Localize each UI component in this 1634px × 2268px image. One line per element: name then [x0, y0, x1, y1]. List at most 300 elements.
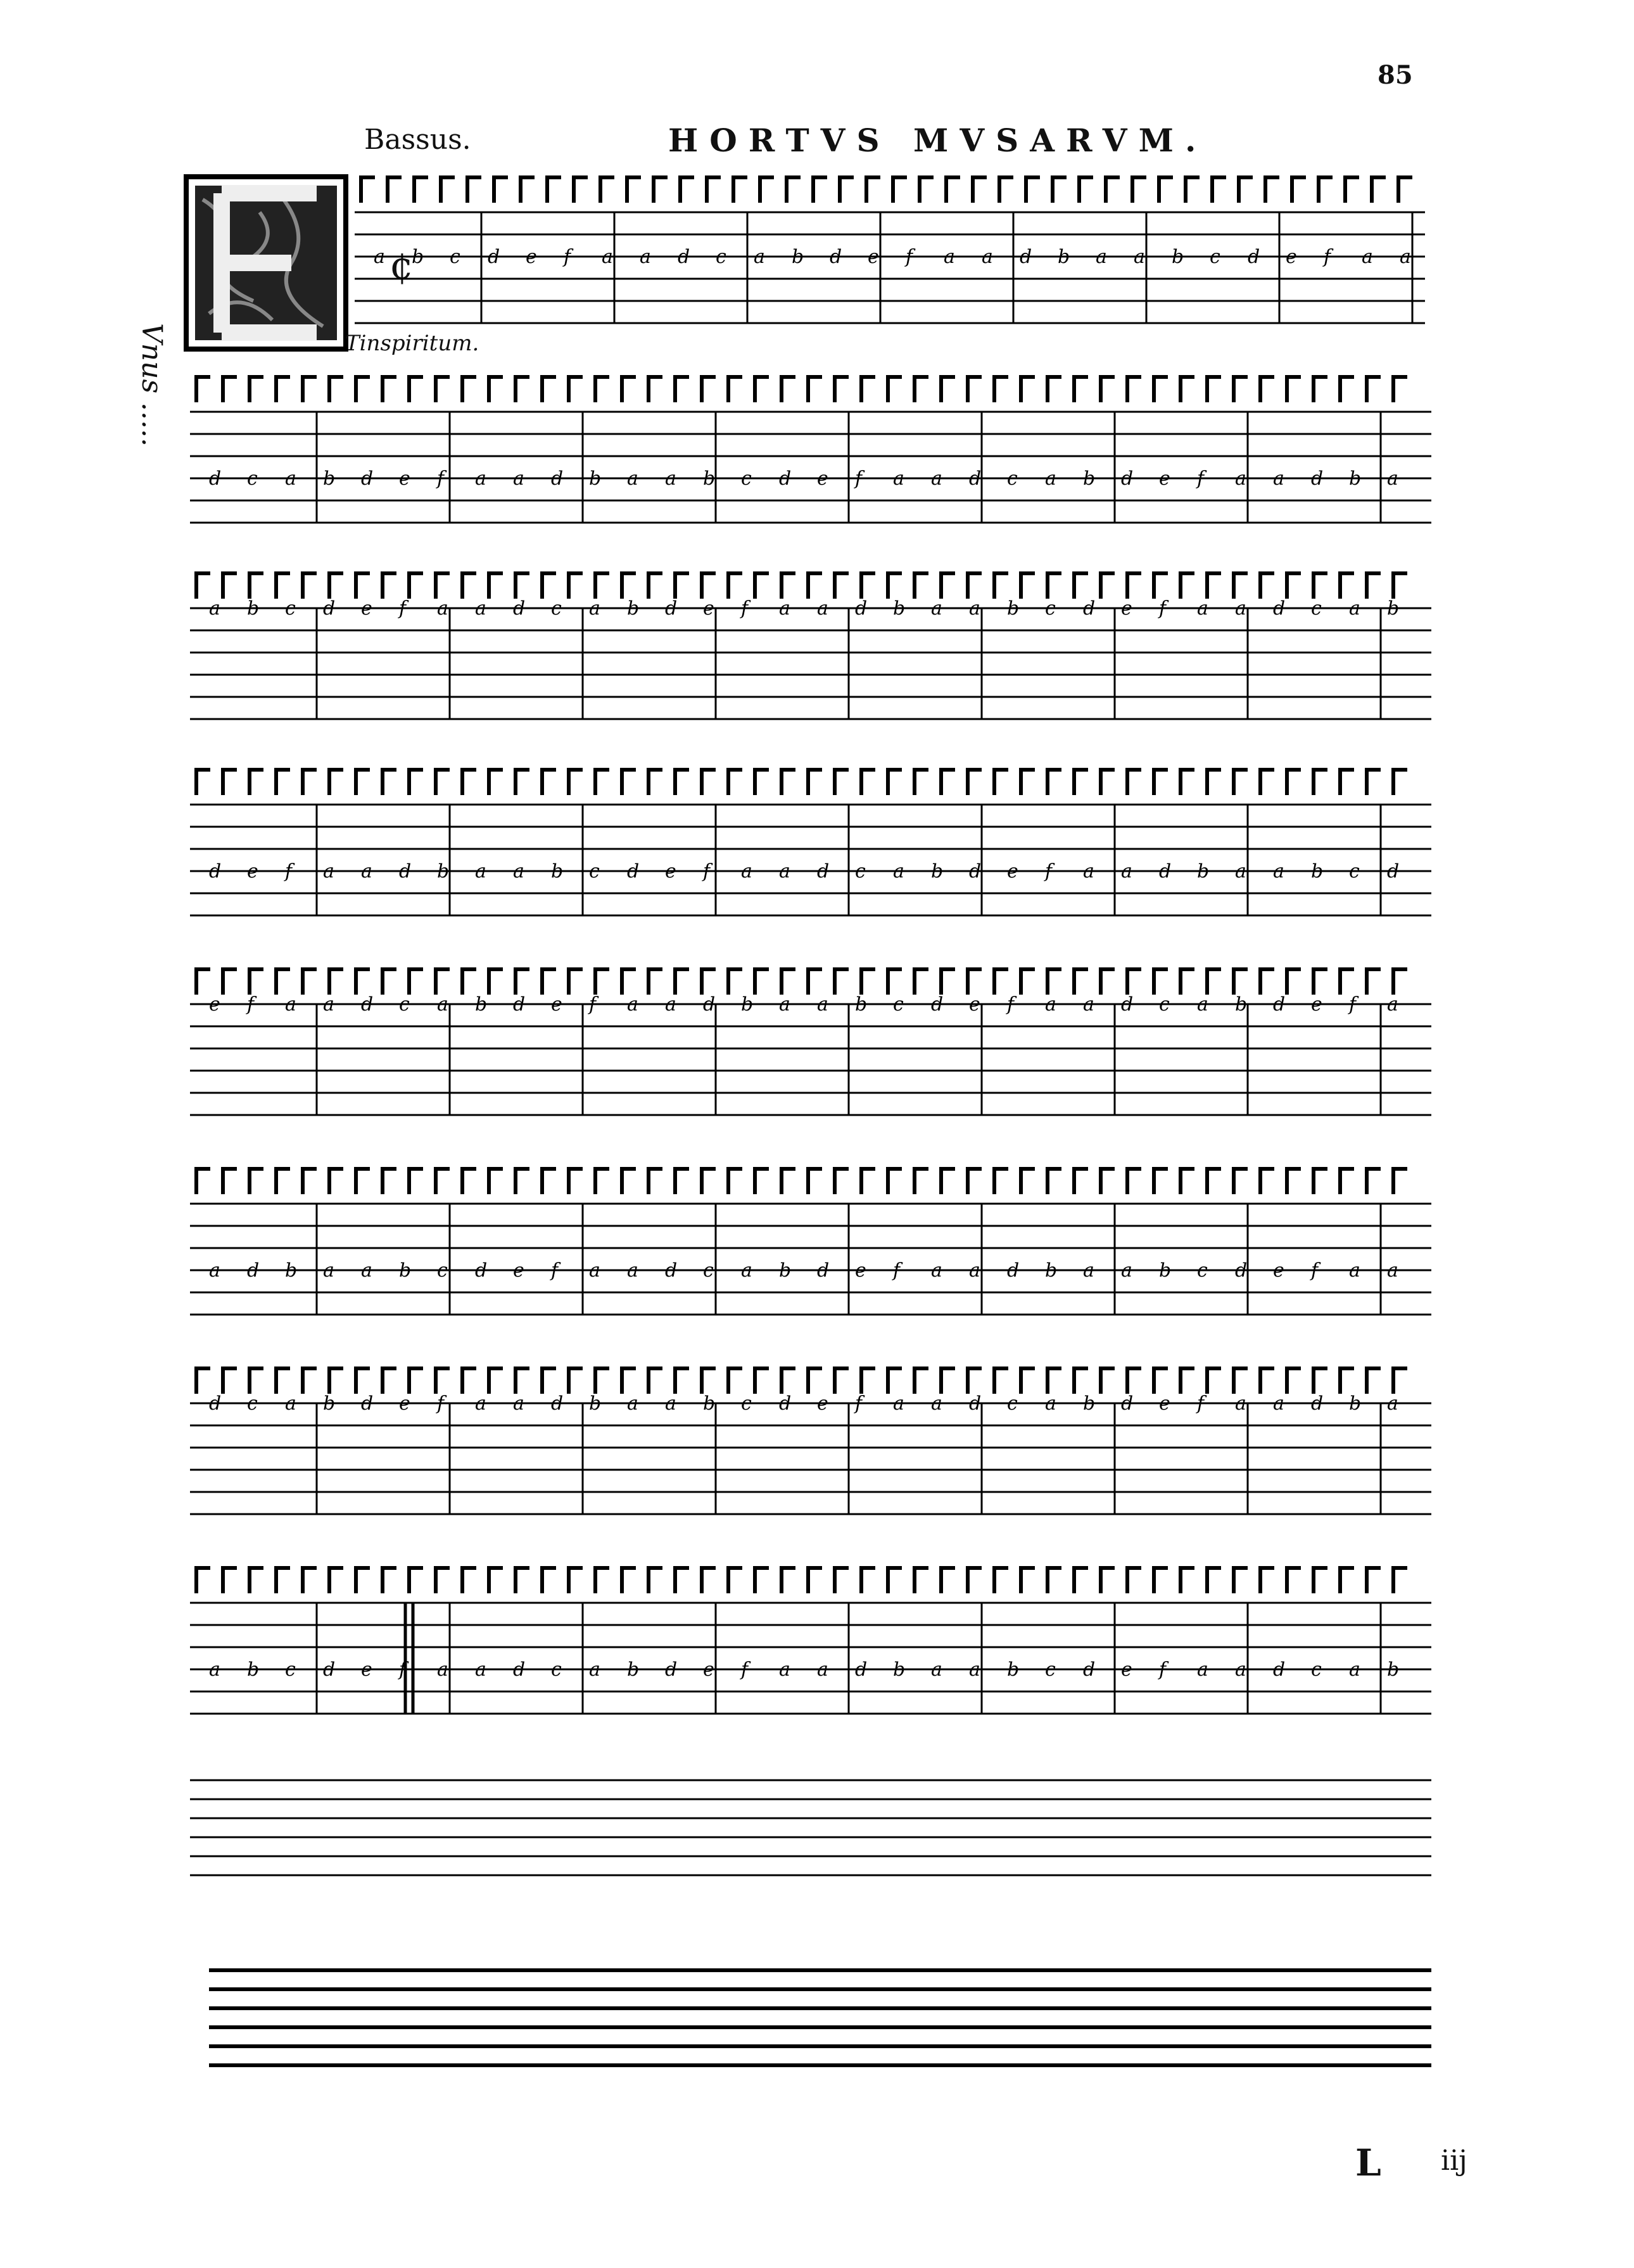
rhythm-flag: [1340, 1169, 1354, 1194]
rhythm-flag: [808, 1368, 822, 1394]
tab-letter: a: [627, 468, 638, 490]
tab-letter: f: [855, 468, 863, 490]
rhythm-flag: [1287, 1368, 1301, 1394]
tab-letter: a: [931, 1659, 942, 1681]
rhythm-flag: [649, 377, 662, 402]
rhythm-flag: [1207, 1568, 1221, 1593]
rhythm-flag: [1367, 1368, 1381, 1394]
rhythm-flag: [1234, 1568, 1248, 1593]
rhythm-flag: [356, 1368, 370, 1394]
rhythm-flag: [755, 1169, 769, 1194]
rhythm-flag: [915, 1169, 928, 1194]
rhythm-flag: [968, 969, 982, 995]
rhythm-flag: [861, 573, 875, 599]
signature-mark: L: [1355, 2141, 1381, 2184]
voice-label: Bassus.: [364, 124, 471, 156]
rhythm-flag: [542, 1368, 556, 1394]
rhythm-flag: [516, 1169, 529, 1194]
tab-letter: e: [1121, 1659, 1132, 1681]
rhythm-flag: [1181, 969, 1194, 995]
rhythm-flag: [994, 1169, 1008, 1194]
tab-letter: d: [855, 597, 868, 620]
rhythm-flag: [276, 969, 290, 995]
rhythm-flag: [196, 1169, 210, 1194]
rhythm-flag: [941, 573, 955, 599]
tab-letter: a: [209, 1659, 220, 1681]
rhythm-flag: [1074, 1568, 1088, 1593]
rhythm-flag: [808, 573, 822, 599]
rhythm-flag: [489, 1368, 503, 1394]
tab-letter: b: [1387, 1659, 1400, 1681]
tab-letter: e: [209, 993, 220, 1016]
rhythm-flag: [1260, 770, 1274, 795]
rhythm-flag: [760, 177, 774, 203]
tab-letter: b: [1349, 468, 1362, 490]
rhythm-flag: [1234, 573, 1248, 599]
tab-letter: d: [1007, 1259, 1020, 1282]
tab-letter: f: [1311, 1259, 1319, 1282]
rhythm-flag: [622, 1169, 636, 1194]
rhythm-flag: [1314, 573, 1327, 599]
rhythm-flag: [1340, 573, 1354, 599]
tab-letter: c: [285, 1659, 296, 1681]
tab-letter: a: [779, 860, 790, 882]
rhythm-flag: [223, 377, 237, 402]
rhythm-flag: [1207, 969, 1221, 995]
rhythm-flag: [1340, 770, 1354, 795]
rhythm-flag: [707, 177, 721, 203]
rhythm-flag: [920, 177, 934, 203]
rhythm-flag: [702, 1568, 716, 1593]
rhythm-flag: [1367, 969, 1381, 995]
rhythm-flag: [542, 1169, 556, 1194]
tab-letter: a: [475, 860, 486, 882]
rhythm-flag: [462, 969, 476, 995]
tab-letter: c: [437, 1259, 448, 1282]
rhythm-flag: [356, 1568, 370, 1593]
tab-letter: a: [1096, 246, 1107, 268]
tab-letter: a: [1387, 993, 1398, 1016]
tab-letter: c: [1311, 1659, 1322, 1681]
tab-letter: c: [893, 993, 904, 1016]
rhythm-flag: [1234, 770, 1248, 795]
tab-letter: a: [1387, 1259, 1398, 1282]
tab-letter: e: [551, 993, 562, 1016]
rhythm-flag: [521, 177, 535, 203]
tab-letter: e: [399, 1392, 410, 1415]
tab-letter: b: [589, 1392, 602, 1415]
rhythm-flag: [1074, 377, 1088, 402]
tab-letter: a: [1235, 860, 1246, 882]
rhythm-flag: [489, 770, 503, 795]
rhythm-flag: [702, 377, 716, 402]
rhythm-flag: [994, 573, 1008, 599]
tab-letter: a: [475, 1659, 486, 1681]
rhythm-flag: [1101, 770, 1115, 795]
rhythm-flag: [994, 969, 1008, 995]
tab-letter: a: [1134, 246, 1145, 268]
tab-letter: d: [513, 993, 526, 1016]
rhythm-flag: [1181, 770, 1194, 795]
tab-letter: a: [513, 860, 524, 882]
rhythm-flag: [1101, 1368, 1115, 1394]
rhythm-flag: [1260, 969, 1274, 995]
rhythm-flag: [1340, 377, 1354, 402]
tab-letter: f: [906, 246, 913, 268]
rhythm-flag: [941, 770, 955, 795]
rhythm-flag: [755, 1568, 769, 1593]
tab-letter: a: [665, 468, 676, 490]
tab-letter: b: [1311, 860, 1324, 882]
tab-letter: c: [1007, 468, 1018, 490]
rhythm-flag: [941, 1368, 955, 1394]
rhythm-flag: [595, 969, 609, 995]
tab-letter: a: [437, 597, 448, 620]
rhythm-flag: [436, 1169, 450, 1194]
tab-letter: a: [969, 1259, 980, 1282]
rhythm-flag: [409, 969, 423, 995]
tab-letter: a: [1197, 597, 1208, 620]
tab-letter: d: [1273, 993, 1286, 1016]
tab-letter: a: [1045, 993, 1056, 1016]
rhythm-flag: [915, 1368, 928, 1394]
tab-letter: b: [475, 993, 488, 1016]
rhythm-flag: [649, 770, 662, 795]
tab-letter: a: [323, 860, 334, 882]
signature-number: iij: [1441, 2144, 1467, 2177]
tab-letter: e: [513, 1259, 524, 1282]
tab-letter: c: [1045, 1659, 1056, 1681]
rhythm-flag: [388, 177, 402, 203]
tab-letter: f: [1007, 993, 1015, 1016]
rhythm-flag: [1287, 377, 1301, 402]
rhythm-flag: [329, 377, 343, 402]
rhythm-flag: [622, 969, 636, 995]
rhythm-flag: [1186, 177, 1200, 203]
rhythm-flag: [1048, 969, 1061, 995]
tab-letter: a: [589, 1259, 600, 1282]
rhythm-flag: [409, 1169, 423, 1194]
tab-letter: d: [551, 1392, 564, 1415]
rhythm-flag: [356, 770, 370, 795]
tab-letter: a: [1197, 1659, 1208, 1681]
rhythm-flag: [973, 177, 987, 203]
tab-letter: f: [285, 860, 293, 882]
tab-letter: f: [399, 1659, 407, 1681]
rhythm-flag: [595, 770, 609, 795]
tab-letter: a: [1349, 1659, 1360, 1681]
tab-letter: f: [703, 860, 711, 882]
rhythm-flag: [1154, 1568, 1168, 1593]
tab-letter: a: [475, 597, 486, 620]
rhythm-flag: [999, 177, 1013, 203]
rhythm-flag: [436, 1368, 450, 1394]
tab-letter: d: [247, 1259, 260, 1282]
tab-letter: e: [665, 860, 676, 882]
tab-letter: d: [1159, 860, 1172, 882]
tab-letter: b: [893, 597, 906, 620]
rhythm-flag: [702, 1169, 716, 1194]
rhythm-flag: [1314, 1568, 1327, 1593]
tab-letter: a: [513, 1392, 524, 1415]
rhythm-flag: [356, 969, 370, 995]
rhythm-flag: [1159, 177, 1173, 203]
tab-letter: a: [982, 246, 993, 268]
rhythm-flag: [888, 969, 902, 995]
rhythm-flag: [915, 573, 928, 599]
tab-letter: d: [1311, 468, 1324, 490]
tab-letter: c: [703, 1259, 714, 1282]
rhythm-flag: [782, 1568, 795, 1593]
rhythm-flag: [1234, 377, 1248, 402]
tab-letter: a: [931, 1392, 942, 1415]
rhythm-flag: [1314, 969, 1327, 995]
rhythm-flag: [755, 573, 769, 599]
tab-letter: e: [817, 468, 828, 490]
tab-letter: f: [437, 1392, 445, 1415]
tab-letter: f: [1159, 597, 1167, 620]
rhythm-flag: [516, 969, 529, 995]
rhythm-flag: [835, 377, 849, 402]
tab-letter: d: [931, 993, 944, 1016]
tab-letter: d: [678, 246, 690, 268]
tab-letter: d: [1235, 1259, 1248, 1282]
rhythm-flag: [542, 969, 556, 995]
rhythm-flag: [436, 377, 450, 402]
rhythm-flag: [276, 1169, 290, 1194]
rhythm-flag: [888, 1568, 902, 1593]
tab-letter: c: [589, 860, 600, 882]
rhythm-flag: [196, 573, 210, 599]
rhythm-flag: [462, 770, 476, 795]
rhythm-flag: [888, 1368, 902, 1394]
tab-letter: d: [969, 1392, 982, 1415]
tab-letter: d: [323, 597, 336, 620]
rhythm-flag: [1367, 1568, 1381, 1593]
rhythm-flag: [595, 377, 609, 402]
rhythm-flag: [409, 1368, 423, 1394]
tab-letter: b: [285, 1259, 298, 1282]
rhythm-flag: [1260, 1169, 1274, 1194]
tab-letter: d: [475, 1259, 488, 1282]
tab-letter: b: [893, 1659, 906, 1681]
rhythm-flag: [782, 573, 795, 599]
tab-letter: d: [551, 468, 564, 490]
rhythm-flag: [728, 770, 742, 795]
rhythm-flag: [276, 1568, 290, 1593]
tab-letter: e: [969, 993, 980, 1016]
tab-letter: c: [551, 1659, 562, 1681]
rhythm-flag: [888, 573, 902, 599]
tab-letter: e: [1311, 993, 1322, 1016]
rhythm-flag: [915, 1568, 928, 1593]
rhythm-flag: [569, 573, 583, 599]
tab-letter: c: [1159, 993, 1170, 1016]
tab-letter: c: [1210, 246, 1220, 268]
rhythm-flag: [436, 1568, 450, 1593]
rhythm-flag: [649, 969, 662, 995]
tab-letter: b: [1083, 1392, 1096, 1415]
rhythm-flag: [1101, 377, 1115, 402]
tab-letter: a: [741, 860, 752, 882]
rhythm-flag: [1021, 1568, 1035, 1593]
rhythm-flag: [329, 969, 343, 995]
tab-letter: b: [551, 860, 564, 882]
tab-letter: b: [1007, 1659, 1020, 1681]
rhythm-flag: [840, 177, 854, 203]
rhythm-flag: [649, 1169, 662, 1194]
tab-letter: e: [399, 468, 410, 490]
rhythm-flag: [1154, 969, 1168, 995]
rhythm-flag: [1207, 1169, 1221, 1194]
rhythm-flag: [1074, 969, 1088, 995]
rhythm-flag: [968, 770, 982, 795]
rhythm-flag: [622, 770, 636, 795]
rhythm-flag: [569, 1568, 583, 1593]
tab-letter: d: [779, 1392, 792, 1415]
tab-letter: d: [1248, 246, 1260, 268]
tab-letter: a: [1349, 597, 1360, 620]
rhythm-flag: [946, 177, 960, 203]
rhythm-flag: [250, 377, 263, 402]
tab-letter: a: [754, 246, 765, 268]
rhythm-flag: [1154, 573, 1168, 599]
tab-letter: c: [285, 597, 296, 620]
rhythm-flag: [436, 969, 450, 995]
tab-letter: c: [551, 597, 562, 620]
tab-letter: d: [1273, 597, 1286, 620]
rhythm-flag: [1127, 770, 1141, 795]
tab-letter: b: [855, 993, 868, 1016]
rhythm-flag: [489, 1568, 503, 1593]
rhythm-flag: [728, 969, 742, 995]
tab-letter: c: [247, 468, 258, 490]
rhythm-flag: [329, 770, 343, 795]
rhythm-flag: [569, 377, 583, 402]
rhythm-flag: [1106, 177, 1120, 203]
rhythm-flag: [489, 377, 503, 402]
rhythm-flag: [250, 969, 263, 995]
rhythm-flag: [702, 1368, 716, 1394]
tab-letter: f: [741, 597, 749, 620]
tab-letter: a: [1045, 468, 1056, 490]
tab-letter: c: [741, 468, 752, 490]
rhythm-flag: [675, 1568, 689, 1593]
tab-letter: c: [741, 1392, 752, 1415]
rhythm-flag: [861, 377, 875, 402]
tab-letter: d: [1121, 993, 1134, 1016]
tab-letter: c: [855, 860, 866, 882]
tab-letter: d: [817, 860, 830, 882]
tab-letter: e: [1121, 597, 1132, 620]
tab-letter: a: [1235, 1659, 1246, 1681]
rhythm-flag: [574, 177, 588, 203]
rhythm-flag: [569, 1368, 583, 1394]
tab-letter: a: [1273, 468, 1284, 490]
rhythm-flag: [1260, 377, 1274, 402]
rhythm-flag: [276, 573, 290, 599]
tab-letter: a: [323, 1259, 334, 1282]
tab-letter: a: [1045, 1392, 1056, 1415]
rhythm-flag: [808, 1169, 822, 1194]
rhythm-flag: [649, 573, 662, 599]
rhythm-flag: [303, 770, 317, 795]
tab-letter: c: [399, 993, 410, 1016]
tab-letter: d: [1121, 468, 1134, 490]
rhythm-flag: [1207, 770, 1221, 795]
tab-letter: a: [437, 993, 448, 1016]
rhythm-flag: [1260, 573, 1274, 599]
rhythm-flag: [1127, 573, 1141, 599]
rhythm-flag: [383, 377, 396, 402]
rhythm-flag: [516, 377, 529, 402]
rhythm-flag: [276, 1368, 290, 1394]
rhythm-flag: [994, 377, 1008, 402]
rhythm-flag: [915, 377, 928, 402]
rhythm-flag: [436, 573, 450, 599]
tab-letter: a: [1400, 246, 1411, 268]
rhythm-flag: [813, 177, 827, 203]
rhythm-flag: [1074, 573, 1088, 599]
rhythm-flag: [462, 1169, 476, 1194]
rhythm-flag: [1393, 1368, 1407, 1394]
tab-letter: b: [1235, 993, 1248, 1016]
tab-letter: a: [817, 993, 828, 1016]
rhythm-flag: [276, 770, 290, 795]
tab-letter: a: [779, 993, 790, 1016]
rhythm-flag: [1287, 1169, 1301, 1194]
tab-letter: a: [779, 1659, 790, 1681]
rhythm-flag: [654, 177, 668, 203]
rhythm-flag: [250, 1169, 263, 1194]
tab-letter: e: [526, 246, 537, 268]
tab-letter: f: [437, 468, 445, 490]
tab-letter: d: [779, 468, 792, 490]
rhythm-flag: [1048, 1169, 1061, 1194]
rhythm-flag: [1314, 1169, 1327, 1194]
tab-letter: d: [1083, 597, 1096, 620]
rhythm-flag: [1340, 969, 1354, 995]
rhythm-flag: [680, 177, 694, 203]
rhythm-flag: [702, 770, 716, 795]
rhythm-flag: [675, 1368, 689, 1394]
rhythm-flag: [835, 1368, 849, 1394]
rhythm-flag: [1074, 1169, 1088, 1194]
tab-letter: a: [1235, 468, 1246, 490]
rhythm-flag: [569, 770, 583, 795]
rhythm-flag: [994, 770, 1008, 795]
tab-letter: e: [361, 1659, 372, 1681]
rhythm-flag: [329, 1368, 343, 1394]
rhythm-flag: [1181, 1169, 1194, 1194]
rhythm-flag: [675, 377, 689, 402]
tab-letter: f: [1349, 993, 1357, 1016]
rhythm-flag: [383, 1568, 396, 1593]
rhythm-flag: [1393, 770, 1407, 795]
rhythm-flag: [383, 969, 396, 995]
rhythm-flag: [649, 1568, 662, 1593]
rhythm-flag: [1101, 1568, 1115, 1593]
rhythm-flag: [1127, 969, 1141, 995]
rhythm-flag: [462, 573, 476, 599]
rhythm-flag: [1314, 1368, 1327, 1394]
tab-letter: a: [589, 1659, 600, 1681]
rhythm-flag: [356, 377, 370, 402]
rhythm-flag: [1314, 377, 1327, 402]
rhythm-flag: [462, 1568, 476, 1593]
rhythm-flag: [1287, 969, 1301, 995]
rhythm-flag: [782, 377, 795, 402]
